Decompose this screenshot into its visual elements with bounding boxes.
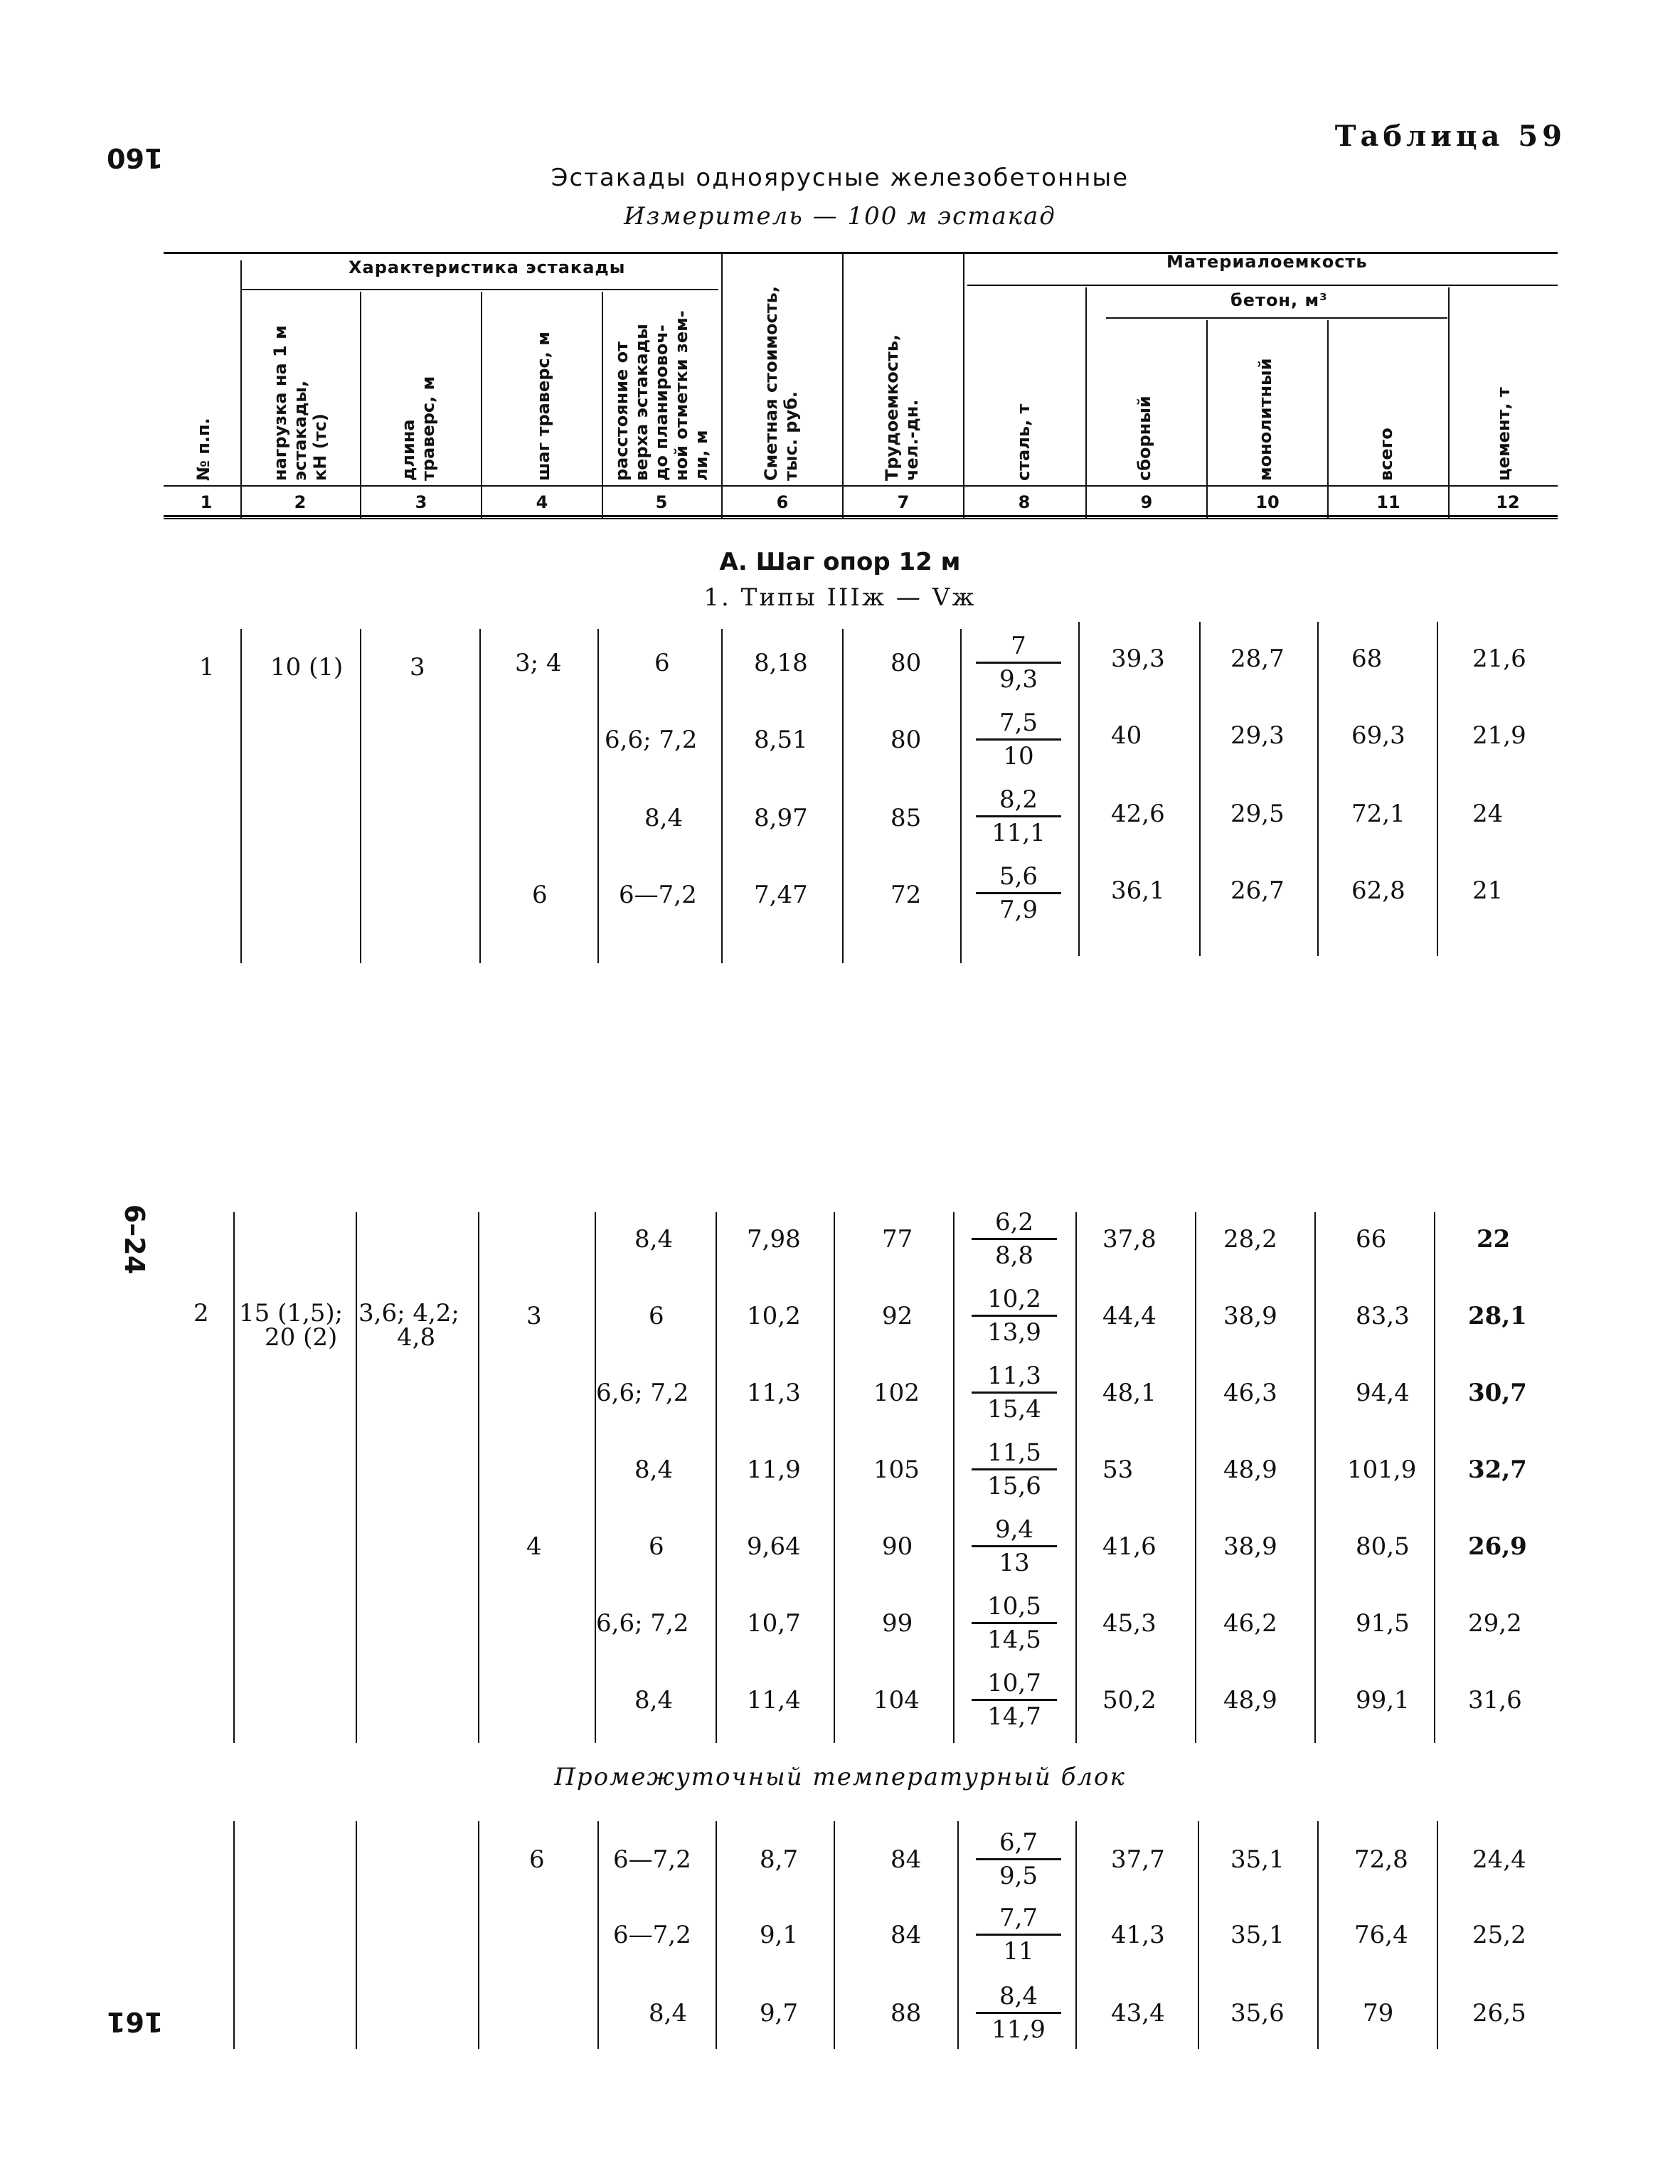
table-title: Эстакады одноярусные железобетонные <box>551 164 1129 192</box>
table-subtitle: Измеритель — 100 м эстакад <box>624 202 1056 230</box>
header-col6: Сметная стоимость, тыс. руб. <box>761 286 801 481</box>
header-col1: № п.п. <box>193 418 213 481</box>
col-number: 1 <box>200 492 213 512</box>
header-col2: нагрузка на 1 м эстакады, кН (тс) <box>270 325 330 481</box>
col-number: 6 <box>776 492 789 512</box>
header-col8: сталь, т <box>1014 403 1033 481</box>
col-number: 3 <box>415 492 427 512</box>
header-col10: монолитный <box>1255 358 1275 481</box>
col-number: 2 <box>294 492 307 512</box>
col-number: 11 <box>1376 492 1400 512</box>
col-number: 4 <box>536 492 548 512</box>
header-col9: сборный <box>1134 396 1154 481</box>
load-cell-2: 20 (2) <box>265 1323 338 1352</box>
header-concrete: бетон, м³ <box>1230 290 1328 310</box>
section-a: А. Шаг опор 12 м <box>719 548 961 576</box>
section-block: Промежуточный температурный блок <box>554 1763 1126 1791</box>
length-cell-2: 4,8 <box>397 1323 436 1352</box>
section-types: 1. Типы IIIж — Vж <box>703 583 977 612</box>
col-number: 10 <box>1255 492 1280 512</box>
col-number: 5 <box>655 492 668 512</box>
header-col7: Трудоемкость, чел.-дн. <box>882 334 922 481</box>
header-col12: цемент, т <box>1494 387 1514 481</box>
table-label: Таблица 59 <box>1334 120 1566 153</box>
col-number: 8 <box>1018 492 1031 512</box>
page-number-bottom: 161 <box>107 2006 164 2037</box>
load-cell: 15 (1,5); <box>239 1299 344 1327</box>
header-col11: всего <box>1376 428 1396 481</box>
header-material: Материалоемкость <box>1166 252 1368 272</box>
length-cell: 3,6; 4,2; <box>358 1299 459 1327</box>
col-number: 12 <box>1496 492 1520 512</box>
header-characteristic: Характеристика эстакады <box>349 258 626 277</box>
page-number-top: 160 <box>107 142 164 174</box>
header-col5: расстояние от верха эстакады до планировоч- ной отметки зем- ли, м <box>612 310 711 481</box>
col-number: 7 <box>897 492 910 512</box>
row-number: 2 <box>193 1299 209 1327</box>
header-col3: длина траверс, м <box>398 376 438 481</box>
load-cell: 10 (1) <box>270 653 344 682</box>
header-col4: шаг траверс, м <box>533 332 553 481</box>
col-number: 9 <box>1140 492 1153 512</box>
signature-mark: 6–24 <box>119 1204 151 1275</box>
row-number: 1 <box>199 653 215 682</box>
length-cell: 3 <box>410 653 425 682</box>
